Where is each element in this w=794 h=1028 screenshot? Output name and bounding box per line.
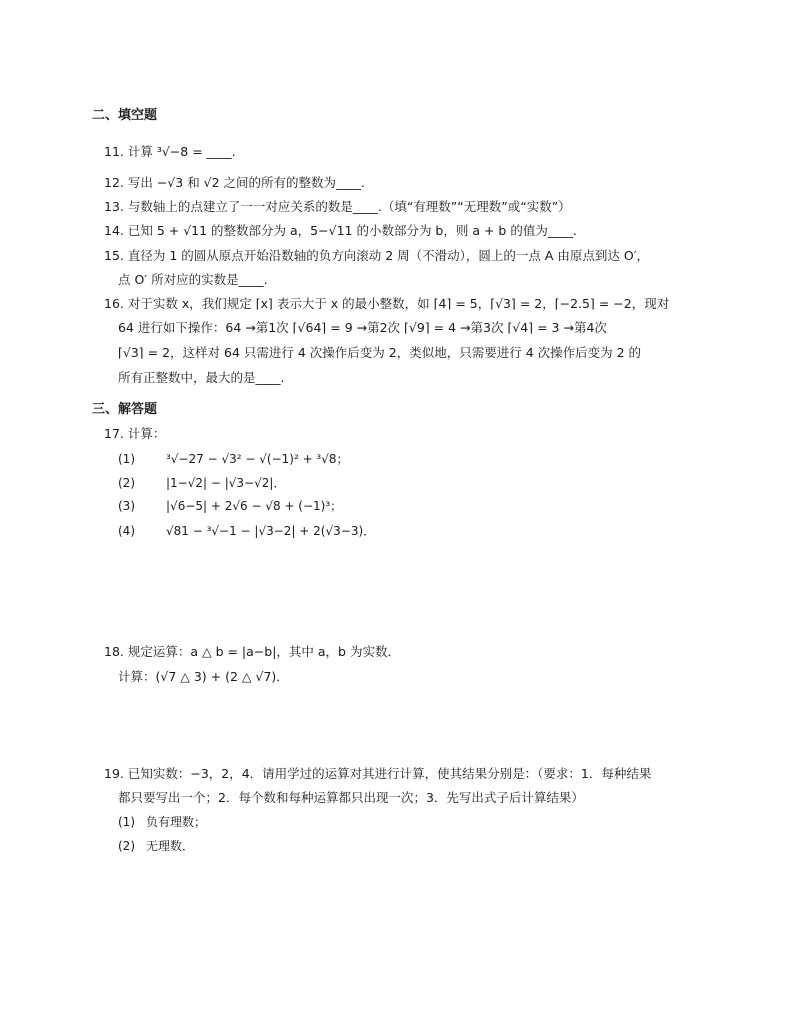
question-19-item-1: (1) 负有理数； [118, 815, 207, 829]
question-17-item-4: (4) √81 − ³√−1 − |√3−2| + 2(√3−3)． [118, 524, 376, 538]
section-title-solve: 三、解答题 [92, 402, 158, 417]
question-18-line2: 计算：(√7 △ 3) + (2 △ √7)． [118, 669, 289, 684]
question-16-line4: 所有正整数中，最大的是____. [118, 370, 285, 385]
question-17-item-3: (3) |√6−5| + 2√6 − √8 + (−1)³； [118, 499, 343, 513]
question-13: 13. 与数轴上的点建立了一一对应关系的数是____.（填“有理数”“无理数”或“实数”） [104, 199, 571, 214]
question-17-item-2: (2) |1−√2| − |√3−√2|． [118, 476, 286, 490]
question-12: 12. 写出 −√3 和 √2 之间的所有的整数为____. [104, 175, 366, 190]
question-15-line2: 点 O′ 所对应的实数是____. [118, 272, 268, 287]
question-15-line1: 15. 直径为 1 的圆从原点开始沿数轴的负方向滚动 2 周（不滑动），圆上的一点 A 由原点到达 O′， [104, 248, 650, 263]
question-17-stem: 17. 计算： [104, 426, 166, 441]
question-17-item-1: (1) ³√−27 − √3² − √(−1)² + ³√8； [118, 452, 349, 466]
question-18-line1: 18. 规定运算：a △ b = |a−b|，其中 a，b 为实数． [104, 644, 400, 659]
section-title-fill-blank: 二、填空题 [92, 108, 158, 123]
question-14: 14. 已知 5 + √11 的整数部分为 a，5−√11 的小数部分为 b，则 a + b 的值为____. [104, 223, 577, 238]
question-16-line2: 64 进行如下操作：64 →第1次 ⌈√64⌉ = 9 →第2次 ⌈√9⌉ = 4 →第3次 ⌈√4⌉ = 3 →第4次 [118, 320, 607, 335]
question-19-item-2: (2) 无理数． [118, 839, 195, 853]
question-16-line1: 16. 对于实数 x，我们规定 ⌈x⌉ 表示大于 x 的最小整数，如 ⌈4⌉ = 5，⌈√3⌉ = 2，⌈−2.5⌉ = −2，现对 [104, 296, 670, 311]
question-11: 11. 计算 ³√−8 = ____. [104, 144, 236, 159]
question-19-line2: 都只要写出一个；2．每个数和每种运算都只出现一次；3．先写出式子后计算结果） [118, 790, 584, 805]
question-19-line1: 19. 已知实数：−3，2，4．请用学过的运算对其进行计算，使其结果分别是：（要求：1．每种结果 [104, 766, 652, 781]
question-16-line3: ⌈√3⌉ = 2，这样对 64 只需进行 4 次操作后变为 2，类似地，只需要进行 4 次操作后变为 2 的 [118, 345, 642, 360]
